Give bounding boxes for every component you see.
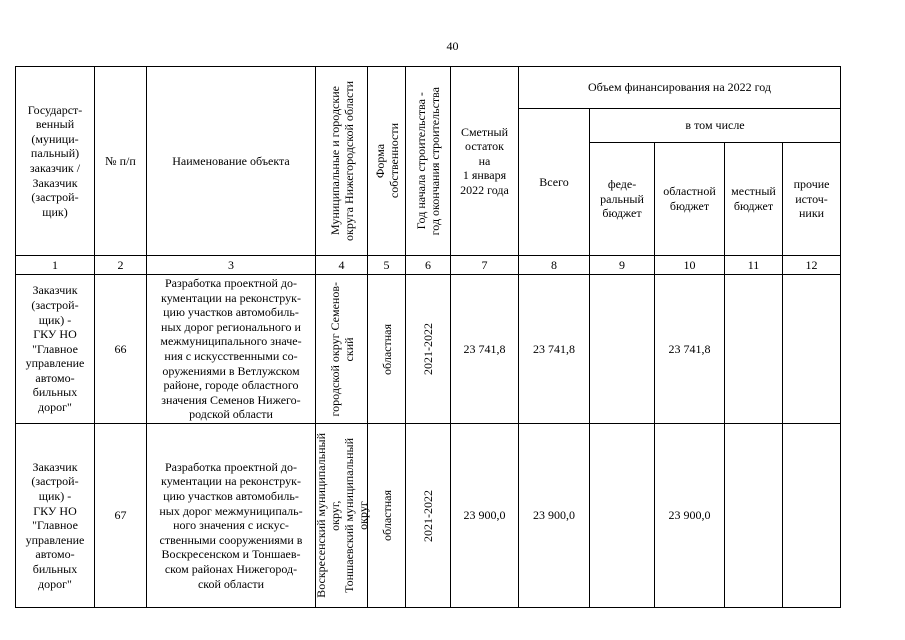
column-number: 10: [655, 256, 725, 275]
column-number: 8: [519, 256, 590, 275]
local-cell: [725, 275, 783, 424]
header-total: Всего: [519, 109, 590, 256]
customer-cell: Заказчик (застрой- щик) - ГКУ НО "Главное управление автомо- бильных дорог": [16, 275, 95, 424]
column-number: 9: [590, 256, 655, 275]
table-row: [16, 275, 841, 424]
column-number: 6: [406, 256, 451, 275]
header-ownership: Форма собственности: [368, 67, 406, 256]
header-customer: Государст- венный (муници- пальный) заказчик / Заказчик (застрой- щик): [16, 67, 95, 256]
header-estimate: Сметный остаток на 1 января 2022 года: [451, 67, 519, 256]
column-number: 1: [16, 256, 95, 275]
header-federal: феде- ральный бюджет: [590, 143, 655, 256]
column-number: 5: [368, 256, 406, 275]
column-number: 11: [725, 256, 783, 275]
total-cell: 23 900,0: [519, 424, 590, 608]
district-cell: Воскресенский муниципальный округ, Тоншаевский муниципальный округ: [316, 424, 368, 608]
other-cell: [783, 424, 841, 608]
column-number: 3: [147, 256, 316, 275]
row-number: 66: [95, 275, 147, 424]
estimate-cell: 23 900,0: [451, 424, 519, 608]
header-regional: областной бюджет: [655, 143, 725, 256]
header-years: Год начала строительства - год окончания строительства: [406, 67, 451, 256]
column-number: 12: [783, 256, 841, 275]
page-number: 40: [446, 39, 459, 53]
federal-cell: [590, 275, 655, 424]
years-cell: 2021-2022: [406, 424, 451, 608]
header-including: в том числе: [590, 109, 841, 143]
district-cell: городской округ Семенов- ский: [316, 275, 368, 424]
object-name: Разработка проектной до- кументации на реконструк- цию участков автомобиль- ных дорог регионального и межмуниципального значе- ния с искусственными со- оружениями в Ветлужском районе, городе областного значения Семенов Нижего- родской области: [147, 275, 316, 424]
column-number: 7: [451, 256, 519, 275]
financing-table: [15, 66, 841, 608]
column-numbers-row: [16, 256, 841, 275]
federal-cell: [590, 424, 655, 608]
header-other: прочие источ- ники: [783, 143, 841, 256]
regional-cell: 23 900,0: [655, 424, 725, 608]
local-cell: [725, 424, 783, 608]
years-cell: 2021-2022: [406, 275, 451, 424]
customer-cell: Заказчик (застрой- щик) - ГКУ НО "Главное управление автомо- бильных дорог": [16, 424, 95, 608]
header-district: Муниципальные и городские округа Нижегородской области: [316, 67, 368, 256]
column-number: 2: [95, 256, 147, 275]
row-number: 67: [95, 424, 147, 608]
object-name: Разработка проектной до- кументации на реконструк- цию участков автомобиль- ных дорог межмуниципаль- ного значения с искус- ственными сооружениями в Воскресенском и Тоншаев- ском районах Нижегород- ской области: [147, 424, 316, 608]
header-financing: Объем финансирования на 2022 год: [519, 67, 841, 109]
table-row: [16, 424, 841, 608]
ownership-cell: областная: [368, 275, 406, 424]
column-number: 4: [316, 256, 368, 275]
header-number: № п/п: [95, 67, 147, 256]
ownership-cell: областная: [368, 424, 406, 608]
header-local: местный бюджет: [725, 143, 783, 256]
total-cell: 23 741,8: [519, 275, 590, 424]
regional-cell: 23 741,8: [655, 275, 725, 424]
other-cell: [783, 275, 841, 424]
header-object: Наименование объекта: [147, 67, 316, 256]
estimate-cell: 23 741,8: [451, 275, 519, 424]
